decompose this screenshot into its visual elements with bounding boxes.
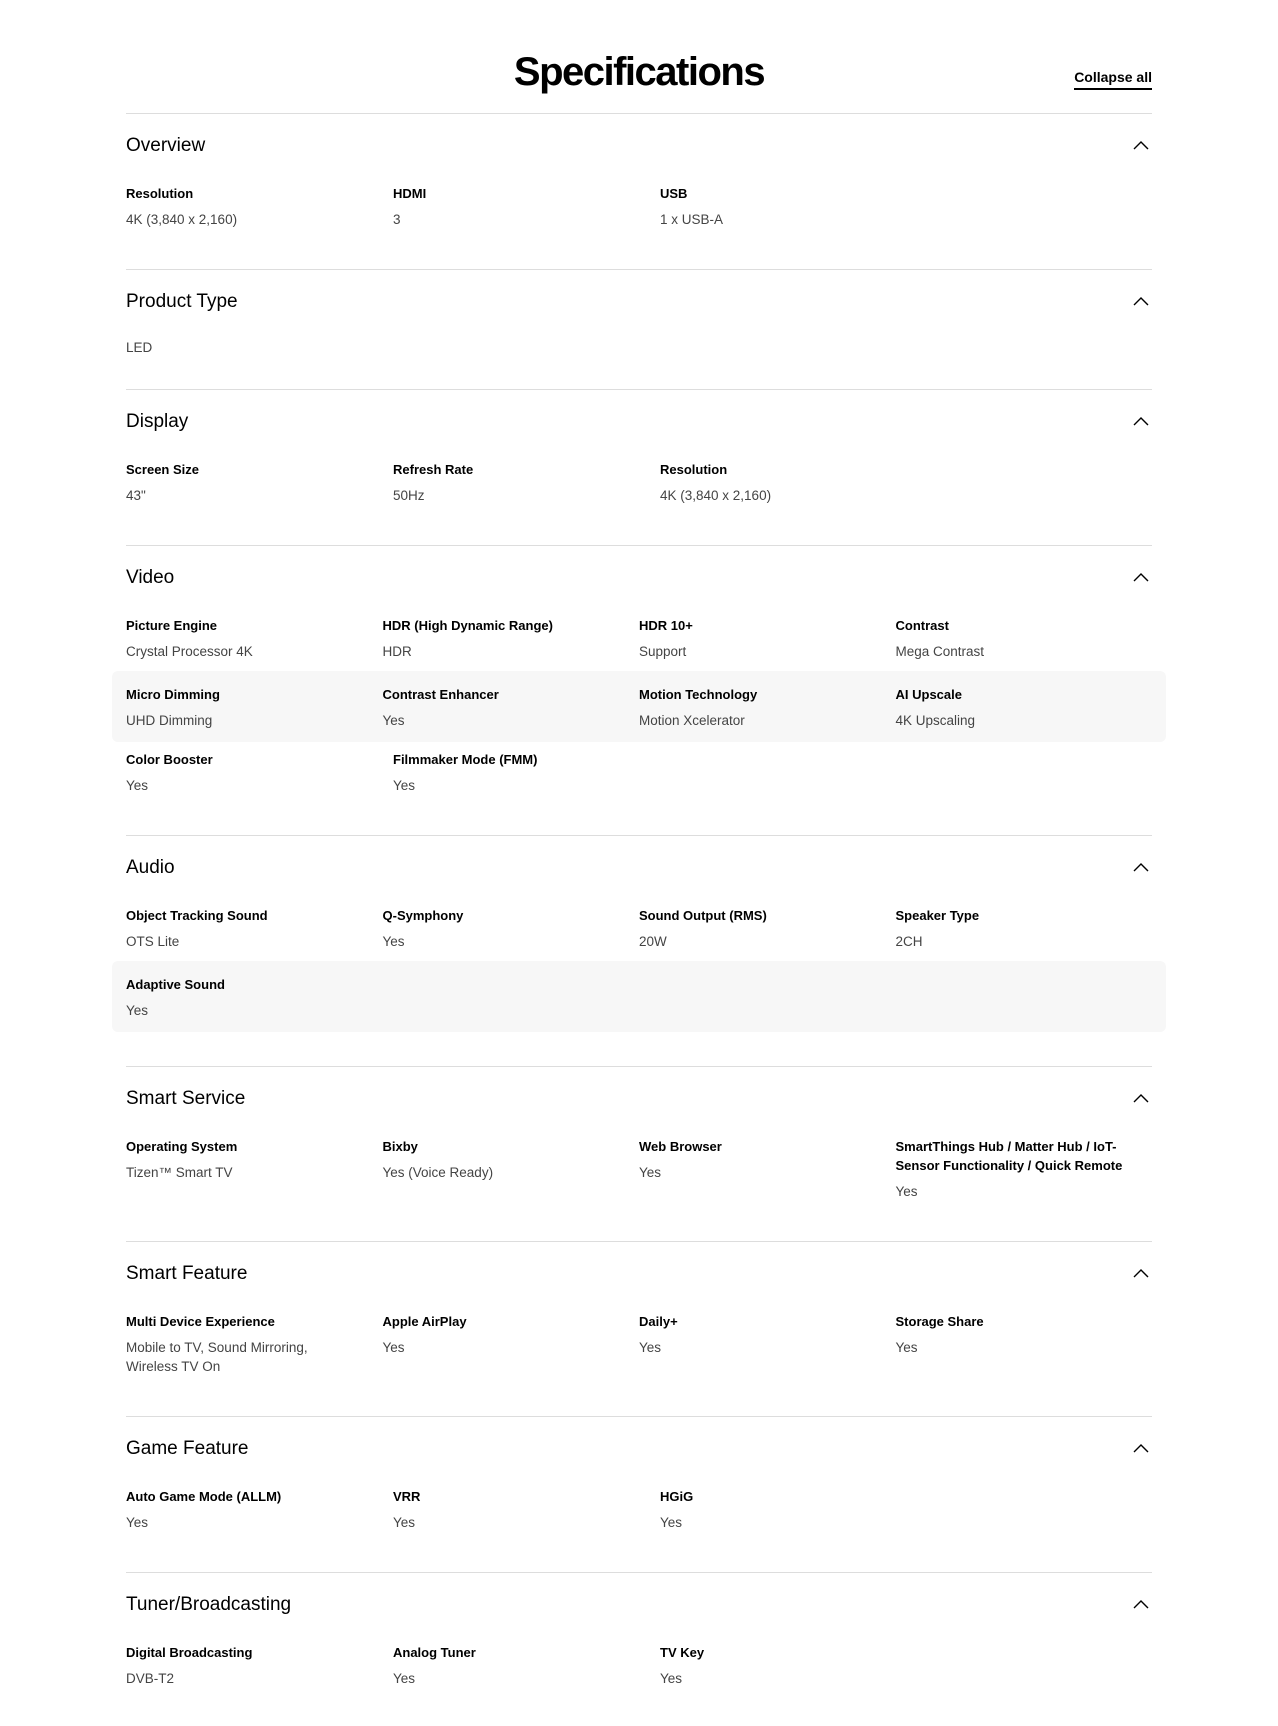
chevron-up-icon[interactable]	[1132, 413, 1150, 431]
spec-item	[896, 1312, 1153, 1376]
spec-label: Web Browser	[639, 1139, 722, 1154]
spec-item	[126, 685, 383, 730]
section-title: Tuner/Broadcasting	[126, 1594, 292, 1615]
collapse-all-link[interactable]: Collapse all	[1074, 69, 1152, 90]
spec-label: Contrast	[895, 618, 949, 633]
spec-label: Auto Game Mode (ALLM)	[126, 1489, 282, 1504]
page-title: Specifications	[513, 50, 765, 94]
spec-label: Analog Tuner	[393, 1645, 476, 1660]
section-header-video[interactable]	[126, 546, 1152, 610]
spec-value: Mobile to TV, Sound Mirroring, Wireless TV On	[126, 1340, 308, 1374]
section-body	[126, 1637, 1152, 1726]
spec-value: 2CH	[895, 934, 923, 949]
spec-value: HDR	[382, 644, 412, 659]
spec-row	[126, 454, 1152, 513]
spec-item	[896, 906, 1153, 951]
spec-row	[126, 1306, 1152, 1384]
spec-value: UHD Dimming	[126, 713, 213, 728]
spec-value: Tizen™ Smart TV	[126, 1165, 233, 1180]
section-header-product-type[interactable]	[126, 270, 1152, 334]
spec-section-game-feature	[126, 1416, 1152, 1572]
spec-row	[126, 900, 1152, 959]
spec-label: HGiG	[660, 1489, 694, 1504]
spec-row	[126, 1481, 1152, 1540]
spec-section-product-type	[126, 269, 1152, 389]
spec-item	[639, 616, 896, 661]
section-title: Overview	[126, 135, 206, 156]
spec-value: 1 x USB-A	[660, 212, 724, 227]
spec-label: Sound Output (RMS)	[639, 908, 767, 923]
section-header-overview[interactable]	[126, 114, 1152, 178]
chevron-up-icon[interactable]	[1132, 1090, 1150, 1108]
spec-value: Yes (Voice Ready)	[382, 1165, 494, 1180]
spec-value: Crystal Processor 4K	[126, 644, 253, 659]
section-header-tuner-broadcasting[interactable]	[126, 1573, 1152, 1637]
spec-item	[660, 1643, 927, 1688]
spec-label: Adaptive Sound	[126, 977, 225, 992]
spec-label: VRR	[393, 1489, 421, 1504]
spec-section-display	[126, 389, 1152, 545]
spec-label: Daily+	[639, 1314, 678, 1329]
spec-item	[126, 1643, 393, 1688]
spec-value: Yes	[393, 778, 416, 793]
spec-row	[112, 961, 1166, 1032]
spec-value: Yes	[126, 1003, 149, 1018]
spec-item	[126, 975, 393, 1020]
section-title: Smart Feature	[126, 1263, 248, 1284]
spec-value: Support	[639, 644, 687, 659]
chevron-up-icon[interactable]	[1132, 137, 1150, 155]
section-body	[126, 1481, 1152, 1572]
section-header-audio[interactable]	[126, 836, 1152, 900]
spec-section-audio	[126, 835, 1152, 1066]
spec-label: HDR 10+	[639, 618, 693, 633]
section-title: Game Feature	[126, 1438, 249, 1459]
spec-label: Object Tracking Sound	[126, 908, 268, 923]
spec-item	[383, 1312, 640, 1376]
spec-item	[126, 750, 393, 795]
spec-value: Yes	[393, 1515, 416, 1530]
section-title: Product Type	[126, 291, 238, 312]
spec-value: Yes	[895, 1184, 918, 1199]
spec-label: TV Key	[660, 1645, 705, 1660]
spec-label: Refresh Rate	[393, 462, 474, 477]
spec-value: Yes	[382, 713, 405, 728]
spec-label: AI Upscale	[895, 687, 962, 702]
chevron-up-icon[interactable]	[1132, 1265, 1150, 1283]
section-body	[126, 334, 1152, 389]
section-body	[126, 610, 1152, 835]
chevron-up-icon[interactable]	[1132, 569, 1150, 587]
spec-item	[393, 460, 660, 505]
section-header-smart-feature[interactable]	[126, 1242, 1152, 1306]
spec-item	[383, 685, 640, 730]
spec-value: 4K (3,840 x 2,160)	[660, 488, 772, 503]
spec-value: Yes	[639, 1340, 662, 1355]
spec-value: 20W	[639, 934, 667, 949]
section-body	[126, 1131, 1152, 1241]
section-body	[126, 454, 1152, 545]
spec-label: Storage Share	[895, 1314, 984, 1329]
spec-row	[126, 178, 1152, 237]
spec-label: Color Booster	[126, 752, 213, 767]
spec-item	[660, 1487, 927, 1532]
spec-label: USB	[660, 186, 688, 201]
spec-label: Resolution	[126, 186, 194, 201]
spec-value: Yes	[126, 1515, 149, 1530]
spec-row	[126, 1131, 1152, 1209]
section-body	[126, 1306, 1152, 1416]
spec-section-tuner-broadcasting	[126, 1572, 1152, 1726]
spec-section-smart-service	[126, 1066, 1152, 1241]
spec-value: DVB-T2	[126, 1671, 175, 1686]
spec-label: Screen Size	[126, 462, 199, 477]
section-body	[126, 178, 1152, 269]
spec-item	[660, 184, 927, 229]
chevron-up-icon[interactable]	[1132, 1596, 1150, 1614]
spec-value: Yes	[660, 1671, 683, 1686]
spec-item	[383, 1137, 640, 1201]
spec-item	[126, 460, 393, 505]
spec-item	[393, 184, 660, 229]
spec-item	[639, 1137, 896, 1201]
spec-label: Q-Symphony	[382, 908, 464, 923]
spec-value: Yes	[126, 778, 149, 793]
section-header-game-feature[interactable]	[126, 1417, 1152, 1481]
spec-label: Multi Device Experience	[126, 1314, 275, 1329]
section-title: Video	[126, 567, 175, 588]
spec-value: Yes	[660, 1515, 683, 1530]
spec-item	[126, 1312, 383, 1376]
section-title: Display	[126, 411, 189, 432]
spec-label: Micro Dimming	[126, 687, 220, 702]
section-title: Smart Service	[126, 1088, 246, 1109]
spec-section-smart-feature	[126, 1241, 1152, 1416]
spec-section-video	[126, 545, 1152, 835]
spec-item	[126, 1137, 383, 1201]
spec-section-overview	[126, 113, 1152, 269]
spec-label: Contrast Enhancer	[382, 687, 499, 702]
spec-row	[126, 610, 1152, 669]
specifications-list	[126, 113, 1152, 1726]
spec-row	[126, 744, 1152, 803]
spec-item	[126, 1487, 393, 1532]
spec-row	[112, 671, 1166, 742]
spec-value: 4K Upscaling	[895, 713, 976, 728]
spec-item	[660, 460, 927, 505]
spec-value: 4K (3,840 x 2,160)	[126, 212, 238, 227]
spec-value: OTS Lite	[126, 934, 180, 949]
spec-label: Apple AirPlay	[382, 1314, 467, 1329]
spec-label: Operating System	[126, 1139, 238, 1154]
spec-label: Motion Technology	[639, 687, 758, 702]
spec-item	[639, 685, 896, 730]
spec-item	[126, 184, 393, 229]
spec-value: Motion Xcelerator	[639, 713, 745, 728]
spec-value: Yes	[895, 1340, 918, 1355]
spec-value: Yes	[382, 1340, 405, 1355]
spec-item	[393, 1487, 660, 1532]
spec-label: Picture Engine	[126, 618, 218, 633]
spec-value: LED	[126, 340, 153, 355]
spec-value: Yes	[639, 1165, 662, 1180]
spec-item	[393, 750, 660, 795]
spec-item	[383, 616, 640, 661]
spec-label: Bixby	[382, 1139, 418, 1154]
chevron-up-icon[interactable]	[1132, 859, 1150, 877]
spec-item	[393, 1643, 660, 1688]
spec-item	[639, 1312, 896, 1376]
section-header-smart-service[interactable]	[126, 1067, 1152, 1131]
spec-label: HDR (High Dynamic Range)	[382, 618, 553, 633]
spec-item	[126, 906, 383, 951]
spec-label: SmartThings Hub / Matter Hub / IoT-Sensor Functionality / Quick Remote	[895, 1139, 1123, 1173]
spec-item	[639, 906, 896, 951]
spec-row	[126, 1637, 1152, 1696]
chevron-up-icon[interactable]	[1132, 293, 1150, 311]
spec-value: Mega Contrast	[895, 644, 985, 659]
spec-item	[896, 1137, 1153, 1201]
spec-value: Yes	[382, 934, 405, 949]
section-body	[126, 900, 1152, 1066]
chevron-up-icon[interactable]	[1132, 1440, 1150, 1458]
section-title: Audio	[126, 857, 175, 878]
spec-label: Filmmaker Mode (FMM)	[393, 752, 538, 767]
spec-value: 50Hz	[393, 488, 425, 503]
spec-value: Yes	[393, 1671, 416, 1686]
spec-item	[896, 616, 1153, 661]
spec-label: HDMI	[393, 186, 427, 201]
spec-label: Resolution	[660, 462, 728, 477]
spec-item	[126, 616, 383, 661]
spec-value: 3	[393, 212, 401, 227]
spec-item	[383, 906, 640, 951]
spec-value: 43"	[126, 488, 146, 503]
spec-item	[896, 685, 1153, 730]
spec-label: Digital Broadcasting	[126, 1645, 253, 1660]
section-header-display[interactable]	[126, 390, 1152, 454]
spec-label: Speaker Type	[895, 908, 980, 923]
